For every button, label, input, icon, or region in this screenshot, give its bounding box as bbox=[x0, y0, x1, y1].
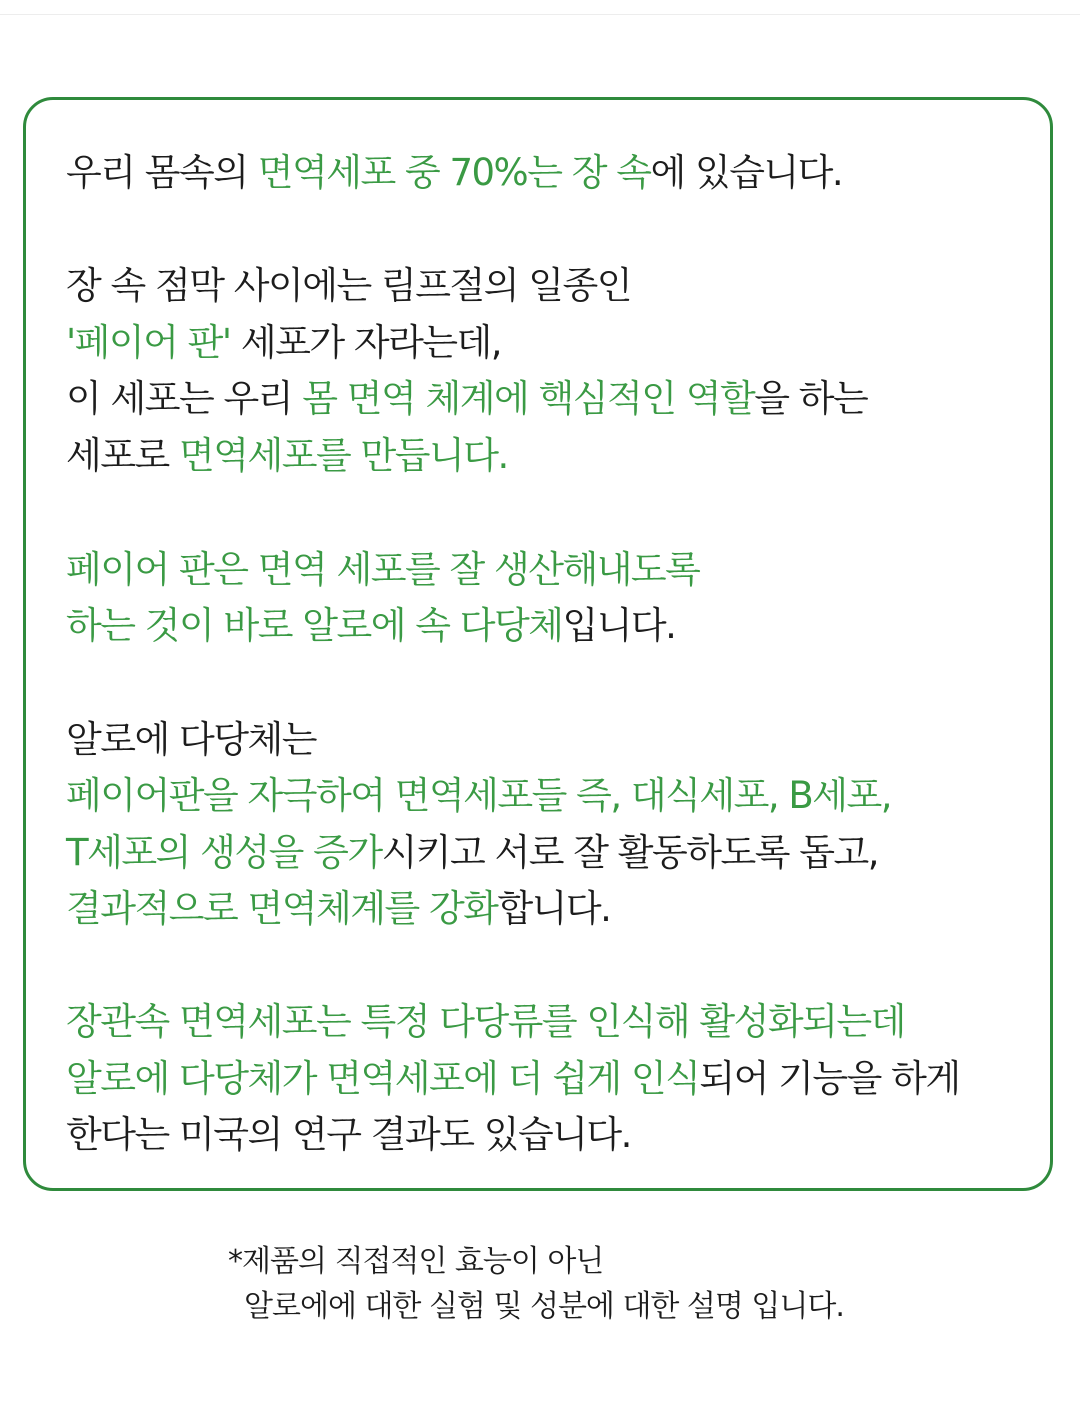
top-divider bbox=[0, 14, 1080, 15]
text-run: 알로에 다당체는 bbox=[66, 718, 316, 761]
text-run: 우리 몸속의 bbox=[66, 151, 258, 194]
highlight-run: 알로에 다당체가 면역세포에 더 쉽게 인식 bbox=[66, 1057, 700, 1100]
text-run: 합니다. bbox=[497, 887, 611, 930]
highlight-run: 장관속 면역세포는 특정 다당류를 인식해 활성화되는데 bbox=[66, 1000, 905, 1043]
text-line bbox=[66, 774, 892, 817]
highlight-run: 하는 것이 바로 알로에 속 다당체 bbox=[66, 604, 563, 647]
text-line bbox=[66, 434, 508, 477]
text-line bbox=[66, 831, 879, 874]
highlight-run: 페이어판을 자극하여 면역세포들 즉, 대식세포, B세포, bbox=[66, 774, 892, 817]
text-run: 이 세포는 우리 bbox=[66, 377, 303, 420]
highlight-run: 면역세포 중 70%는 장 속 bbox=[257, 151, 651, 194]
highlight-run: '페이어 판' bbox=[66, 321, 231, 364]
text-run: 을 하는 bbox=[754, 377, 868, 420]
text-run: 되어 기능을 하게 bbox=[699, 1057, 960, 1100]
text-line bbox=[66, 151, 843, 194]
text-line bbox=[66, 718, 316, 761]
text-line bbox=[66, 264, 631, 307]
highlight-run: 페이어 판은 면역 세포를 잘 생산해내도록 bbox=[66, 548, 700, 591]
footnote-line-1: *제품의 직접적인 효능이 아닌 bbox=[228, 1244, 604, 1279]
text-line bbox=[66, 887, 611, 930]
highlight-run: 몸 면역 체계에 핵심적인 역할 bbox=[302, 377, 755, 420]
text-run: 에 있습니다. bbox=[650, 151, 843, 194]
text-line bbox=[66, 321, 502, 364]
text-run: 장 속 점막 사이에는 림프절의 일종인 bbox=[66, 264, 631, 307]
text-run: 세포가 자라는데, bbox=[230, 321, 502, 364]
text-line bbox=[66, 548, 700, 591]
text-line bbox=[66, 1057, 960, 1100]
text-run: 세포로 bbox=[66, 434, 179, 477]
text-run: 한다는 미국의 연구 결과도 있습니다. bbox=[66, 1113, 631, 1156]
text-run: 입니다. bbox=[562, 604, 676, 647]
text-line bbox=[66, 1000, 905, 1043]
text-run: 시키고 서로 잘 활동하도록 돕고, bbox=[381, 831, 879, 874]
highlight-run: 면역세포를 만듭니다. bbox=[179, 434, 508, 477]
text-line bbox=[66, 1113, 631, 1156]
text-line bbox=[66, 604, 676, 647]
footnote-line-2: 알로에에 대한 실험 및 성분에 대한 설명 입니다. bbox=[244, 1289, 844, 1324]
highlight-run: 결과적으로 면역체계를 강화 bbox=[66, 887, 498, 930]
text-line bbox=[66, 377, 868, 420]
highlight-run: T세포의 생성을 증가 bbox=[66, 831, 382, 874]
